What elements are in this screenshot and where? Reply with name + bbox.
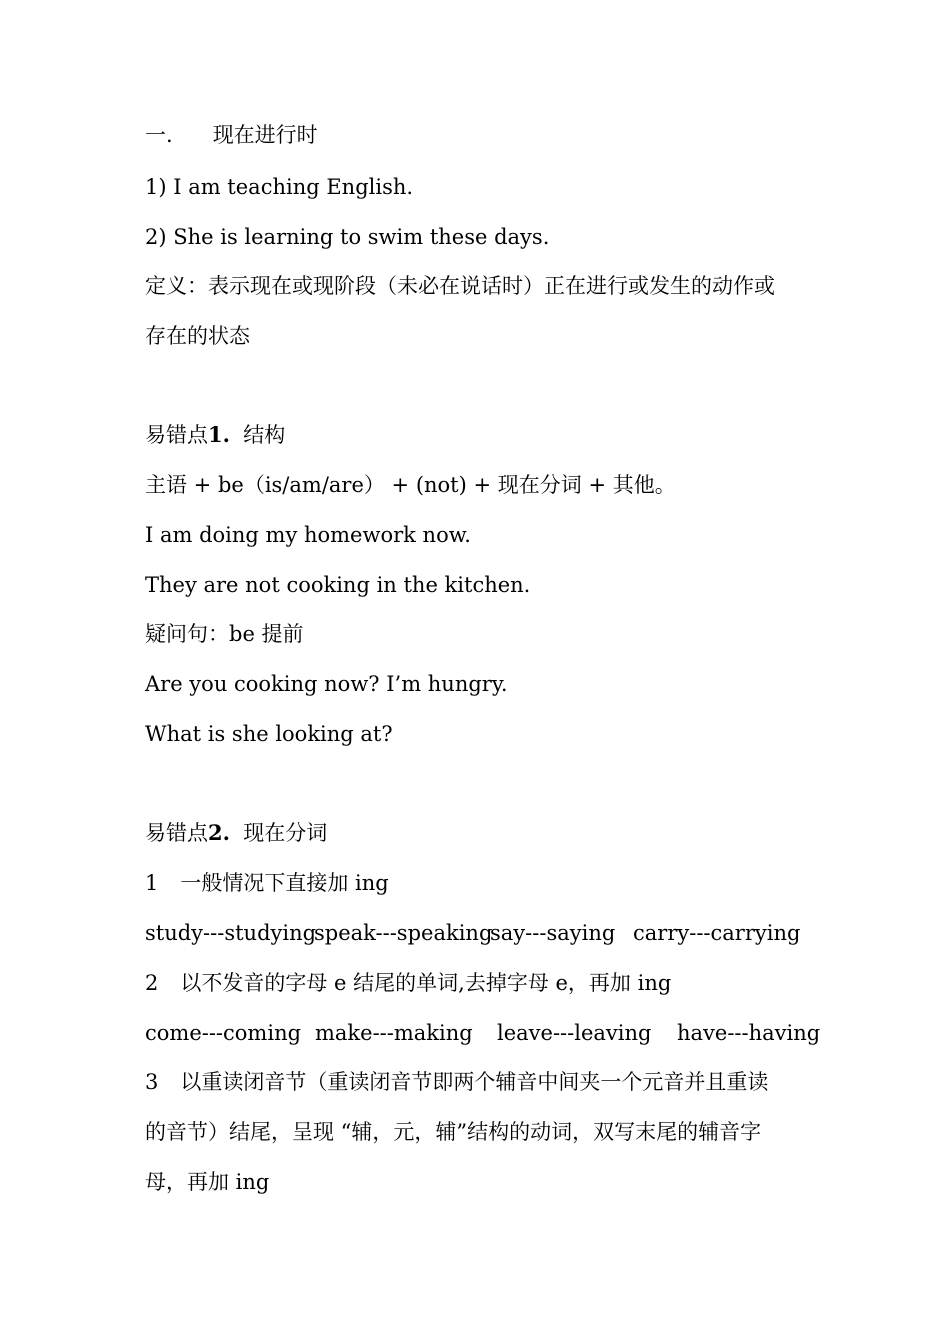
rule2-word-2: make---making [315,1021,473,1045]
rule1-word-3: say---saying [490,921,616,945]
rule2-number: 2 [145,971,159,995]
example-line-2: 2) She is learning to swim these days. [145,225,550,249]
question-rule: 疑问句：be 提前 [145,622,304,646]
rule1-word-4: carry---carrying [633,921,801,945]
rule1-number: 1 [145,871,159,895]
definition-line-1: 定义：表示现在或现阶段（未必在说话时）正在进行或发生的动作或 [145,274,775,298]
section-number: 一. [145,123,173,147]
rule1-word-2: speak---speaking [314,921,493,945]
rule2-word-4: have---having [677,1021,821,1045]
example-line-1: 1) I am teaching English. [145,175,414,199]
point1-title: 结构 [243,423,286,447]
question-example-1: Are you cooking now? I’m hungry. [145,672,508,696]
question-example-2: What is she looking at? [145,722,393,746]
rule3-line-3: 母，再加 ing [145,1170,270,1194]
point2-label: 易错点 [145,821,208,845]
rule1-text: 一般情况下直接加 ing [180,871,389,895]
rule3-number: 3 [145,1070,159,1094]
rule1-line [145,870,389,896]
rule1-word-1: study---studying [145,921,317,945]
section-heading [145,122,318,148]
point2-heading [145,820,327,846]
structure-formula: 主语 + be（is/am/are） + (not) + 现在分词 + 其他。 [145,473,676,497]
rule2-line [145,970,671,996]
rule3-line-1 [145,1069,768,1095]
rule2-word-3: leave---leaving [497,1021,652,1045]
point1-number: 1. [208,422,230,447]
section-title: 现在进行时 [212,123,318,147]
point2-title: 现在分词 [243,821,328,845]
structure-example-1: I am doing my homework now. [145,523,471,547]
rule2-word-1: come---coming [145,1021,302,1045]
rule3-text-1: 以重读闭音节（重读闭音节即两个辅音中间夹一个元音并且重读 [180,1070,769,1094]
rule2-text: 以不发音的字母 e 结尾的单词,去掉字母 e，再加 ing [180,971,672,995]
structure-example-2: They are not cooking in the kitchen. [145,573,531,597]
point1-label: 易错点 [145,423,208,447]
rule3-line-2: 的音节）结尾，呈现 “辅，元，辅”结构的动词，双写末尾的辅音字 [145,1120,762,1144]
point1-heading [145,422,285,448]
definition-line-2: 存在的状态 [145,324,250,348]
point2-number: 2. [208,820,230,845]
